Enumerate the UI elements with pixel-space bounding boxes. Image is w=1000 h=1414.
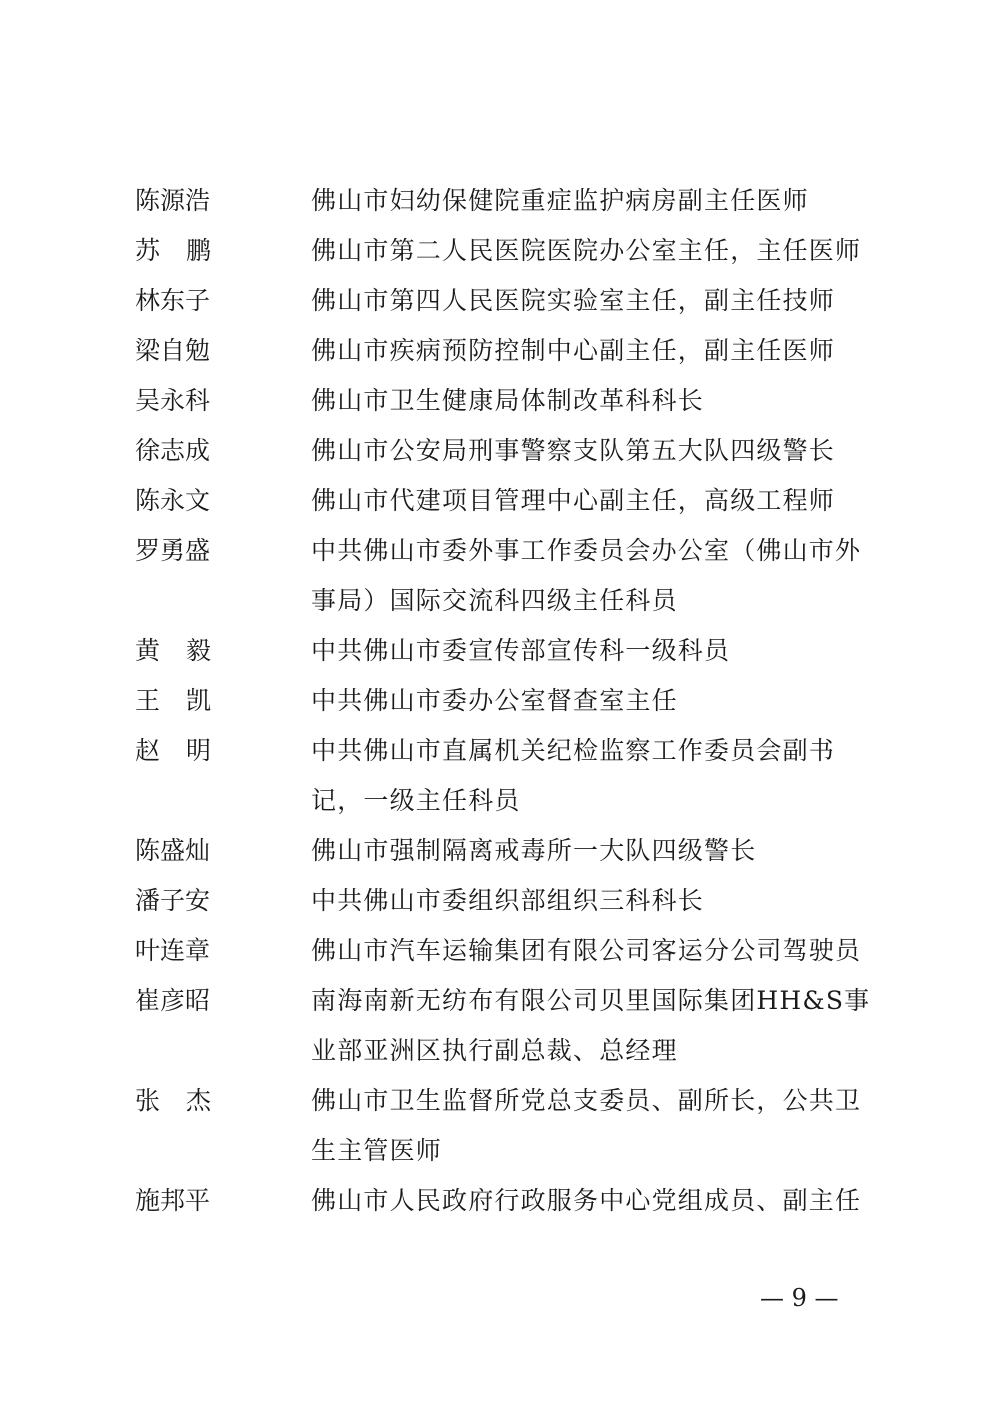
page-number: — 9 — [760, 1284, 839, 1312]
person-name: 吴永科 [135, 386, 211, 415]
person-title: 佛山市汽车运输集团有限公司客运分公司驾驶员 [311, 936, 862, 965]
person-title: 佛山市第四人民医院实验室主任，副主任技师 [311, 286, 836, 315]
list-item [0, 226, 1000, 276]
person-name: 陈永文 [135, 486, 211, 515]
person-title: 佛山市妇幼保健院重症监护病房副主任医师 [311, 186, 809, 215]
person-name: 王凯 [135, 686, 238, 715]
person-name: 叶连章 [135, 936, 211, 965]
person-name: 施邦平 [135, 1186, 211, 1215]
person-title: 佛山市强制隔离戒毒所一大队四级警长 [311, 836, 757, 865]
person-title: 南海南新无纺布有限公司贝里国际集团HH&S事业部亚洲区执行副总裁、总经理 [311, 986, 871, 1065]
person-title: 中共佛山市委外事工作委员会办公室（佛山市外事局）国际交流科四级主任科员 [311, 536, 862, 615]
list-item [0, 876, 1000, 926]
list-item [0, 176, 1000, 226]
list-item [0, 676, 1000, 726]
person-name: 罗勇盛 [135, 536, 211, 565]
person-title: 佛山市人民政府行政服务中心党组成员、副主任 [311, 1186, 862, 1215]
person-title: 佛山市代建项目管理中心副主任，高级工程师 [311, 486, 836, 515]
person-name: 徐志成 [135, 436, 211, 465]
person-name: 林东子 [135, 286, 211, 315]
list-item [0, 626, 1000, 676]
list-item [0, 726, 1000, 826]
person-name: 黄毅 [135, 636, 238, 665]
list-item [0, 326, 1000, 376]
list-item [0, 976, 1000, 1076]
person-name: 潘子安 [135, 886, 211, 915]
person-name: 崔彦昭 [135, 986, 211, 1015]
person-name: 赵明 [135, 736, 238, 765]
list-item [0, 526, 1000, 626]
person-title: 中共佛山市委办公室督查室主任 [311, 686, 678, 715]
person-title: 中共佛山市直属机关纪检监察工作委员会副书记，一级主任科员 [311, 736, 836, 815]
person-name: 陈盛灿 [135, 836, 211, 865]
person-title: 佛山市卫生健康局体制改革科科长 [311, 386, 705, 415]
person-name: 陈源浩 [135, 186, 211, 215]
person-title: 佛山市第二人民医院医院办公室主任，主任医师 [311, 236, 862, 265]
person-name: 梁自勉 [135, 336, 211, 365]
list-item [0, 1076, 1000, 1176]
person-title: 佛山市疾病预防控制中心副主任，副主任医师 [311, 336, 836, 365]
list-item [0, 476, 1000, 526]
list-item [0, 376, 1000, 426]
list-item [0, 426, 1000, 476]
person-name: 苏鹏 [135, 236, 238, 265]
person-title: 中共佛山市委组织部组织三科科长 [311, 886, 705, 915]
person-title: 佛山市卫生监督所党总支委员、副所长，公共卫生主管医师 [311, 1086, 862, 1165]
person-title: 中共佛山市委宣传部宣传科一级科员 [311, 636, 731, 665]
list-item [0, 276, 1000, 326]
entry-list [0, 176, 1000, 1226]
person-name: 张杰 [135, 1086, 238, 1115]
list-item [0, 1176, 1000, 1226]
list-item [0, 826, 1000, 876]
list-item [0, 926, 1000, 976]
person-title: 佛山市公安局刑事警察支队第五大队四级警长 [311, 436, 836, 465]
